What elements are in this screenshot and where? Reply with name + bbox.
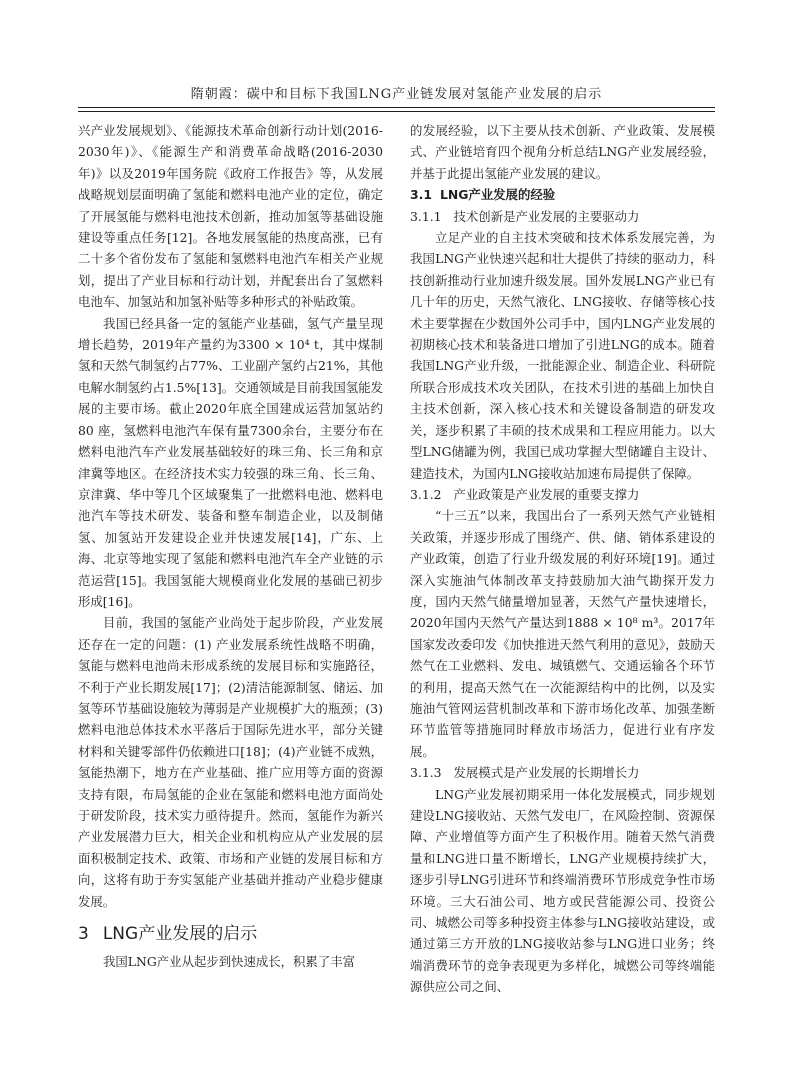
header-rule-bottom <box>78 111 715 112</box>
section-3-1-heading <box>410 184 715 205</box>
section-3-1-3-number: 3.1.3 <box>410 765 442 781</box>
section-3-title: LNG产业发展的启示 <box>102 924 258 945</box>
right-paragraph-2: 立足产业的自主技术突破和技术体系发展完善，为我国LNG产业快速兴起和壮大提供了持续的驱动力，科技创新推动行业加速升级发展。国外发展LNG产业已有几十年的历史，天然气液化、LNG接收、存储等核心技术主要掌握在少数国外公司手中，国内LNG产业发展的初期核心技术和装备进口增加了引进LNG的成本。随着我国LNG产业升级，一批能源企业、制造企业、科研院所联合形成技术攻关团队，在技术引进的基础上加快自主技术创新，深入核心技术和关键设备制造的研发攻关，逐步积累了丰硕的技术成果和工程应用能力。以大型LNG储罐为例，我国已成功掌握大型储罐自主设计、建造技术，为国内LNG接收站加速布局提供了保障。 <box>410 230 715 481</box>
left-paragraph-4: 我国LNG产业从起步到快速成长，积累了丰富 <box>103 954 355 970</box>
right-paragraph-1: 的发展经验，以下主要从技术创新、产业政策、发展模式、产业链培育四个视角分析总结LNG产业发展经验，并基于此提出氢能产业发展的建议。 <box>410 123 715 181</box>
section-3-1-number: 3.1 <box>410 187 432 203</box>
section-3-1-2-number: 3.1.2 <box>410 486 442 502</box>
section-3-1-title: LNG产业发展的经验 <box>439 187 556 203</box>
section-3-1-1-heading <box>410 206 715 227</box>
section-3-1-3-title: 发展模式是产业发展的长期增长力 <box>453 765 640 781</box>
left-paragraph-3: 目前，我国的氢能产业尚处于起步阶段，产业发展还存在一定的问题：(1) 产业发展系统性战略不明确，氢能与燃料电池尚未形成系统的发展目标和实施路径，不利于产业长期发展[17]；(2)清洁能源制氢、储运、加氢等环节基础设施较为薄弱是产业规模扩大的瓶颈；(3) 燃料电池总体技术水平落后于国际先进水平，部分关键材料和关键零部件仍依赖进口[18]；(4)产业链不成熟，氢能热潮下，地方在产业基础、推广应用等方面的资源支持有限，布局氢能的企业在氢能和燃料电池方面尚处于研发阶段，技术实力亟待提升。然而，氢能作为新兴产业发展潜力巨大，相关企业和机构应从产业发展的层面积极制定技术、政策、市场和产业链的发展目标和方向，这将有助于夯实氢能产业基础并推动产业稳步健康发展。 <box>78 615 383 909</box>
right-paragraph-3: “十三五”以来，我国出台了一系列天然气产业链相关政策，并逐步形成了围绕产、供、储、销体系建设的产业政策，创造了行业升级发展的利好环境[19]。通过深入实施油气体制改革支持鼓励加大油气勘探开发力度，国内天然气储量增加显著，天然气产量快速增长，2020年国内天然气产量达到1888 × 10⁸ m³。2017年国家发改委印发《加快推进天然气利用的意见》，鼓励天然气在工业燃料、发电、城镇燃气、交通运输各个环节的利用，提高天然气在一次能源结构中的比例，以及实施油气管网运营机制改革和下游市场化改革、加强垄断环节监管等措施同时释放市场活力，促进行业有序发展。 <box>410 508 715 759</box>
right-paragraph-4: LNG产业发展初期采用一体化发展模式，同步规划建设LNG接收站、天然气发电厂，在风险控制、资源保障、产业增值等方面产生了积极作用。随着天然气消费量和LNG进口量不断增长，LNG产业规模持续扩大，逐步引导LNG引进环节和终端消费环节形成竞争性市场环境。三大石油公司、地方或民营能源公司、投资公司、城燃公司等多种投资主体参与LNG接收站建设，或通过第三方开放的LNG接收站参与LNG进口业务；终端消费环节的竞争表现更为多样化，城燃公司等终端能源供应公司之间、 <box>410 786 715 995</box>
section-3-1-1-number: 3.1.1 <box>410 208 442 224</box>
running-title: 隋朝霞：碳中和目标下我国LNG产业链发展对氢能产业发展的启示 <box>190 87 603 102</box>
section-3-1-3-heading <box>410 762 715 783</box>
section-3-1-2-heading <box>410 484 715 505</box>
section-3-number: 3 <box>78 924 89 945</box>
left-column <box>78 120 383 972</box>
section-3-1-2-title: 产业政策是产业发展的重要支撑力 <box>453 486 640 502</box>
left-paragraph-2: 我国已经具备一定的氢能产业基础，氢气产量呈现增长趋势，2019年产量约为3300 × 10⁴ t，其中煤制氢和天然气制氢约占77%、工业副产氢约占21%，其他电解水制氢约占1.5%[13]。交通领域是目前我国氢能发展的主要市场。截止2020年底全国建成运营加氢站约80 座，氢燃料电池汽车保有量7300余台，主要分布在燃料电池汽车产业发展基础较好的珠三角、长三角和京津冀等地区。在经济技术实力较强的珠三角、长三角、京津冀、华中等几个区域聚集了一批燃料电池、燃料电池汽车等技术研发、装备和整车制造企业，以及制储氢、加氢站开发建设企业并快速发展[14]，广东、上海、北京等地实现了氢能和燃料电池汽车全产业链的示范运营[15]。我国氢能大规模商业化发展的基础已初步形成[16]。 <box>78 315 383 609</box>
section-3-heading <box>78 922 383 946</box>
left-paragraph-1: 兴产业发展规划》、《能源技术革命创新行动计划(2016-2030年)》、《能源生产和消费革命战略(2016-2030年)》以及2019年国务院《政府工作报告》等，从发展战略规划层面明确了氢能和燃料电池产业的定位，确定了开展氢能与燃料电池技术创新，推动加氢等基础设施建设等重点任务[12]。各地发展氢能的热度高涨，已有二十多个省份发布了氢能和氢燃料电池汽车相关产业规划，提出了产业目标和行动计划，并配套出台了氢燃料电池车、加氢站和加氢补贴等多种形式的补贴政策。 <box>78 123 383 310</box>
section-3-1-1-title: 技术创新是产业发展的主要驱动力 <box>453 208 640 224</box>
right-column <box>410 120 715 998</box>
header-rule-top <box>78 107 715 108</box>
